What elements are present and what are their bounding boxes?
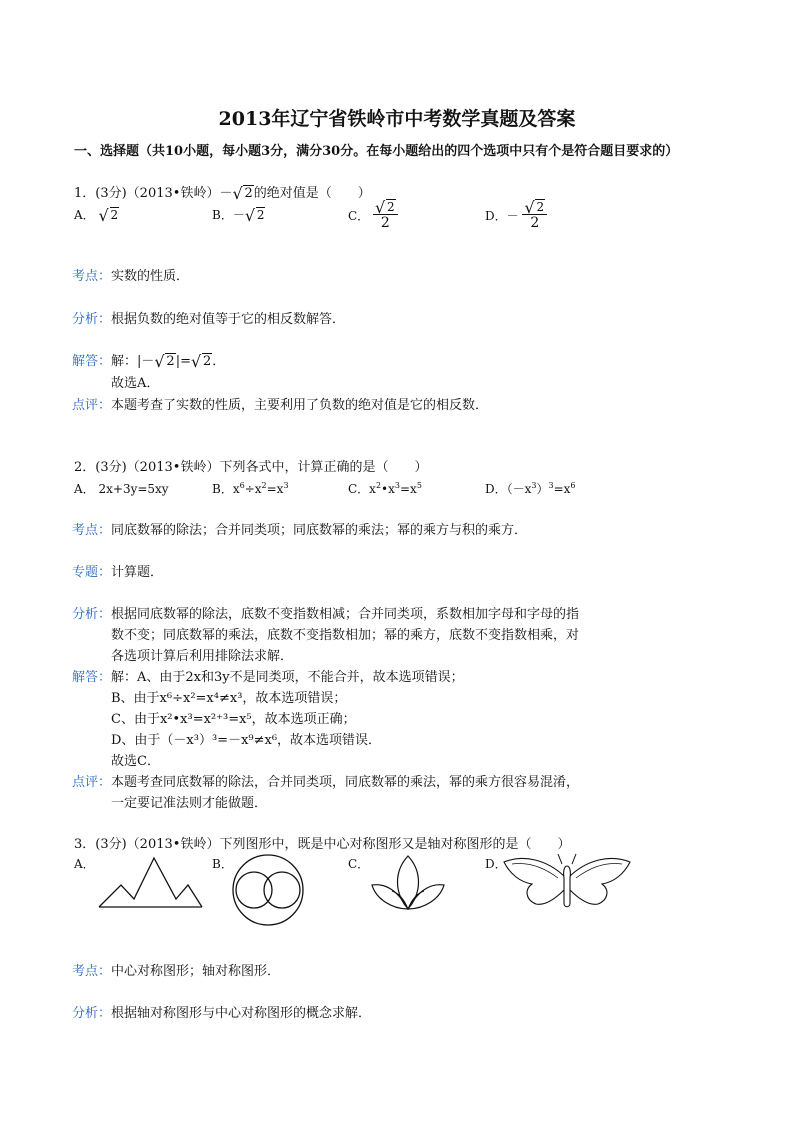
fraction [522, 200, 547, 231]
q2-option-b: B．$x^6\div x^2=x^3$ [212, 481, 289, 496]
fenxi-label: 分析： [72, 312, 112, 327]
q1-kaodian-text: 实数的性质． [111, 269, 190, 284]
q1-stem [74, 182, 371, 201]
kaodian-label: 考点： [72, 523, 112, 538]
q3-option-d: D． [485, 857, 507, 871]
q2-dianping-line2: 一定要记准法则才能做题． [111, 796, 268, 811]
q2-kaodian-text: 同底数幂的除法；合并同类项；同底数幂的乘法；幂的乘方与积的乘方． [111, 523, 528, 538]
q1-jieda-radicand-2: 2 [202, 354, 212, 369]
fenxi-label: 分析： [72, 1006, 112, 1021]
q1-fenxi-text: 根据负数的绝对值等于它的相反数解答． [111, 312, 346, 327]
jieda-label: 解答： [72, 670, 112, 685]
jieda-label: 解答： [72, 354, 112, 369]
fenxi-label: 分析： [72, 607, 112, 622]
dianping-label: 点评： [72, 398, 112, 413]
q2-fenxi-line2: 数不变；同底数幂的乘法，底数不变指数相加；幂的乘方，底数不变指数相乘，对 [111, 628, 580, 643]
q1-kaodian [72, 265, 189, 284]
q1-dianping [72, 394, 488, 413]
q3-figure-a-triangles [96, 855, 206, 910]
q3-kaodian-text: 中心对称图形；轴对称图形． [111, 964, 281, 979]
page-title: 2013年辽宁省铁岭市中考数学真题及答案 [218, 108, 576, 130]
q3-fenxi [72, 1002, 371, 1021]
dianping-label: 点评： [72, 775, 112, 790]
q2-fenxi-text: 根据同底数幂的除法，底数不变指数相减；合并同类项，系数相加字母和字母的指 [111, 607, 580, 622]
q3-figure-c-lotus [368, 853, 448, 913]
q1-jieda-radicand: 2 [166, 354, 175, 369]
q1-option-b-radicand: 2 [256, 208, 265, 222]
q2-kaodian [72, 519, 527, 538]
q1-jieda-text: 解：|－ [111, 354, 155, 369]
q2-jieda [72, 666, 464, 685]
q1-option-a-radicand: 2 [110, 208, 119, 222]
q2-dianping [72, 771, 579, 790]
q3-figure-b-circles [230, 852, 306, 928]
q1-option-c-radicand: 2 [387, 200, 395, 214]
sqrt-symbol [154, 354, 175, 369]
q1-option-c-label: C． [348, 209, 370, 223]
sqrt-symbol [191, 354, 212, 369]
q2-dianping-text: 本题考查同底数幂的除法，合并同类项，同底数幂的乘法，幂的乘方很容易混淆， [111, 775, 580, 790]
q2-option-a: A． 2x+3y=5xy [74, 482, 169, 496]
q2-jieda-line4: D、由于（－x³）³=－x⁹≠x⁶，故本选项错误． [111, 733, 382, 748]
q1-option-c [348, 200, 398, 231]
zhuanti-label: 专题： [72, 565, 112, 580]
sqrt-symbol [99, 208, 120, 222]
q2-option-d: D．$(-x^3)^3=x^6$ [485, 481, 576, 496]
q2-jieda-line5: 故选C． [111, 754, 160, 769]
q1-option-b [212, 206, 265, 223]
q3-option-a: A． [74, 857, 95, 871]
q2-fenxi [72, 603, 579, 622]
q1-option-b-label: B．－ [212, 208, 245, 222]
q1-option-a [74, 206, 119, 223]
q2-option-c: C．$x^2•x^3=x^5$ [348, 481, 422, 496]
q2-jieda-line2: B、由于x⁶÷x²=x⁴≠x³，故本选项错误； [111, 691, 347, 706]
q1-jieda [72, 350, 225, 369]
fraction [373, 200, 398, 231]
q2-zhuanti-text: 计算题． [111, 565, 164, 580]
sqrt-symbol [232, 186, 253, 201]
q1-stem-suffix: 的绝对值是（ ） [253, 186, 371, 201]
q1-jieda-line2: 故选A． [111, 376, 160, 391]
q2-stem: 2．(3分)（2013•铁岭）下列各式中，计算正确的是（ ） [74, 460, 428, 475]
q1-option-c-denominator: 2 [380, 215, 390, 231]
q3-option-c: C． [348, 857, 370, 871]
q1-option-d [485, 200, 547, 231]
kaodian-label: 考点： [72, 269, 112, 284]
q1-option-d-denominator: 2 [530, 215, 540, 231]
q1-stem-prefix: 1．(3分)（2013•铁岭）－ [74, 186, 233, 201]
q2-zhuanti [72, 561, 163, 580]
q1-fenxi [72, 308, 345, 327]
q3-figure-d-butterfly [502, 848, 632, 913]
q1-jieda-equals: |= [175, 354, 191, 369]
q3-kaodian [72, 960, 280, 979]
q1-option-d-radicand: 2 [536, 200, 545, 214]
q3-option-b: B． [212, 857, 233, 871]
sqrt-symbol [524, 200, 545, 214]
q1-option-d-label: D．－ [485, 209, 519, 223]
q1-option-a-label: A． [74, 208, 95, 222]
kaodian-label: 考点： [72, 964, 112, 979]
q1-dianping-text: 本题考查了实数的性质，主要利用了负数的绝对值是它的相反数． [111, 398, 489, 413]
q1-jieda-period: ． [212, 354, 226, 369]
q2-jieda-line3: C、由于x²•x³=x²⁺³=x⁵，故本选项正确； [111, 712, 356, 727]
q1-stem-radicand: 2 [244, 186, 253, 201]
q2-fenxi-line3: 各选项计算后利用排除法求解． [111, 649, 294, 664]
q3-stem: 3．(3分)（2013•铁岭）下列图形中，既是中心对称图形又是轴对称图形的是（ ） [74, 837, 571, 852]
sqrt-symbol [245, 208, 266, 222]
q2-jieda-text: 解：A、由于2x和3y不是同类项，不能合并，故本选项错误； [111, 670, 464, 685]
sqrt-symbol [375, 200, 396, 214]
section-heading: 一、选择题（共10小题，每小题3分，满分30分。在每小题给出的四个选项中只有个是符合题目要求的） [74, 144, 679, 159]
q3-fenxi-text: 根据轴对称图形与中心对称图形的概念求解． [111, 1006, 372, 1021]
